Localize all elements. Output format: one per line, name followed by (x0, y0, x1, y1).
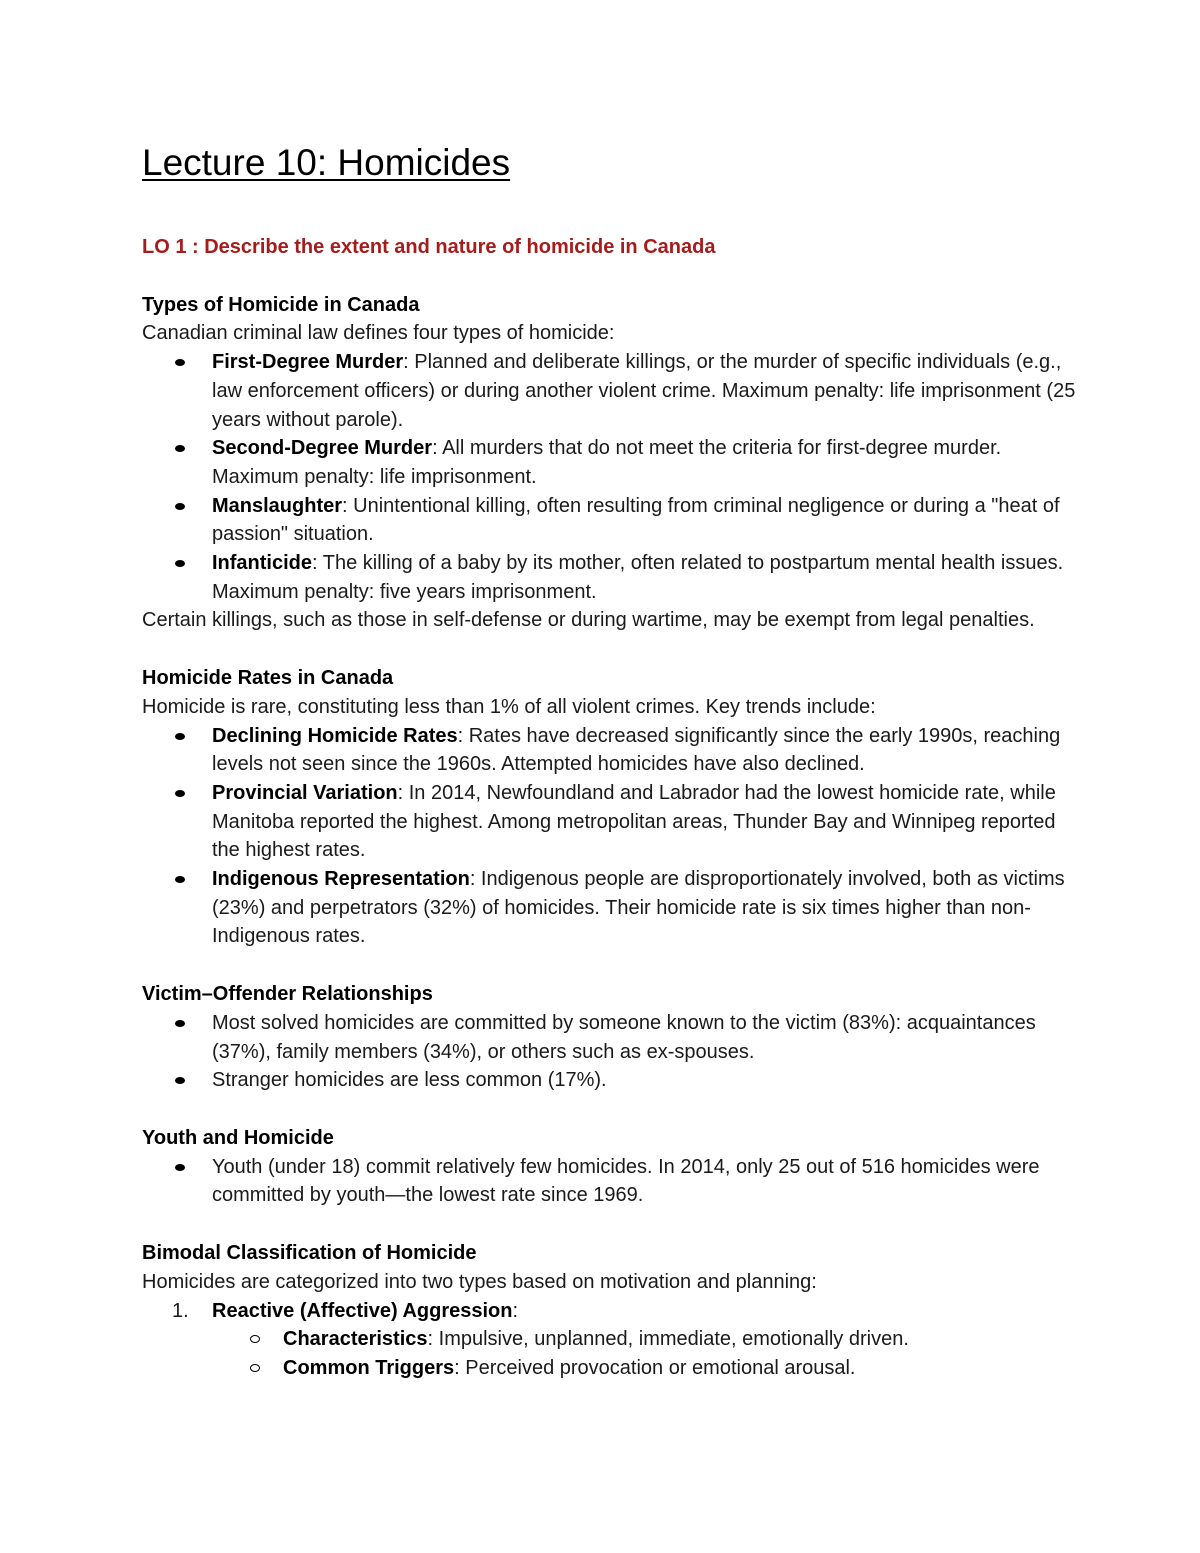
item-term: Common Triggers (283, 1356, 455, 1379)
section-heading: Types of Homicide in Canada (142, 293, 420, 316)
numbered-list (142, 1297, 1080, 1383)
item-text: : Unintentional killing, often resulting from criminal negligence or during a "heat of passion" situation. (212, 494, 1060, 546)
bullet-list (142, 722, 1080, 952)
hollow-bullet-icon (250, 1364, 260, 1372)
item-text: : Impulsive, unplanned, immediate, emotionally driven. (427, 1328, 909, 1351)
item-text: Stranger homicides are less common (17%). (212, 1069, 607, 1092)
section-intro: Homicide is rare, constituting less than 1% of all violent crimes. Key trends include: (142, 695, 876, 718)
item-term: Second-Degree Murder (212, 437, 433, 460)
bullet-icon (175, 445, 185, 452)
item-text: : Planned and deliberate killings, or the murder of specific individuals (e.g., law enforcement officers) or during another violent crime. Maximum penalty: life imprisonment (25 years without parole). (212, 351, 1076, 431)
item-text: : Perceived provocation or emotional arousal. (454, 1356, 856, 1379)
bullet-icon (175, 503, 185, 510)
item-term: First-Degree Murder (212, 351, 404, 374)
bullet-list (142, 348, 1080, 606)
list-item (142, 434, 1080, 491)
rates-section (142, 664, 1080, 951)
bullet-list (142, 1153, 1080, 1210)
types-section (142, 291, 1080, 635)
list-item (142, 1066, 1080, 1095)
list-item (142, 865, 1080, 951)
item-number: 1. (172, 1299, 189, 1322)
list-item (142, 1153, 1080, 1210)
section-heading: Bimodal Classification of Homicide (142, 1242, 477, 1265)
item-text: Youth (under 18) commit relatively few homicides. In 2014, only 25 out of 516 homicides were committed by youth—the lowest rate since 1969. (212, 1155, 1040, 1207)
item-term: Manslaughter (212, 494, 343, 517)
bullet-icon (175, 733, 185, 740)
relationships-section (142, 980, 1080, 1095)
youth-section (142, 1124, 1080, 1210)
list-item (142, 348, 1080, 434)
item-term: Declining Homicide Rates (212, 724, 458, 747)
item-text: : (512, 1299, 519, 1322)
bullet-icon (175, 790, 185, 797)
item-text: : Indigenous people are disproportionately involved, both as victims (23%) and perpetrators (32%) of homicides. Their homicide rate is six times higher than non-Indigenous rates. (212, 868, 1065, 948)
bullet-icon (175, 876, 185, 883)
item-term: Reactive (Affective) Aggression (212, 1299, 513, 1322)
sub-list-item (142, 1325, 1080, 1354)
page-title: Lecture 10: Homicides (142, 142, 511, 183)
bullet-icon (175, 1164, 185, 1171)
list-item (142, 722, 1080, 779)
section-intro: Homicides are categorized into two types based on motivation and planning: (142, 1270, 817, 1293)
section-outro: Certain killings, such as those in self-defense or during wartime, may be exempt from legal penalties. (142, 609, 1035, 632)
hollow-bullet-icon (250, 1335, 260, 1343)
learning-objective: LO 1 : Describe the extent and nature of homicide in Canada (142, 236, 716, 258)
bullet-list (142, 1009, 1080, 1095)
item-text: : The killing of a baby by its mother, often related to postpartum mental health issues. Maximum penalty: five years imprisonment. (212, 552, 1064, 603)
item-term: Provincial Variation (212, 781, 398, 804)
bullet-icon (175, 359, 185, 366)
item-text: Most solved homicides are committed by someone known to the victim (83%): acquaintances (37%), family members (34%), or others such as ex-spouses. (212, 1011, 1036, 1063)
item-term: Characteristics (283, 1328, 428, 1351)
bullet-icon (175, 1020, 185, 1027)
list-item (142, 492, 1080, 549)
list-item (142, 549, 1080, 606)
item-text: : All murders that do not meet the criteria for first-degree murder. Maximum penalty: life imprisonment. (212, 437, 1002, 488)
section-heading: Victim–Offender Relationships (142, 983, 433, 1006)
item-text: : Rates have decreased significantly since the early 1990s, reaching levels not seen since the 1960s. Attempted homicides have also declined. (212, 724, 1061, 776)
list-item (142, 1297, 1080, 1326)
section-heading: Homicide Rates in Canada (142, 667, 394, 690)
section-heading: Youth and Homicide (142, 1126, 334, 1149)
item-term: Infanticide (212, 552, 313, 575)
bullet-icon (175, 560, 185, 567)
section-intro: Canadian criminal law defines four types of homicide: (142, 322, 615, 345)
list-item (142, 779, 1080, 865)
item-term: Indigenous Representation (212, 868, 470, 891)
item-text: : In 2014, Newfoundland and Labrador had the lowest homicide rate, while Manitoba reported the highest. Among metropolitan areas, Thunder Bay and Winnipeg reported the highest rates. (212, 781, 1056, 862)
bullet-icon (175, 1077, 185, 1084)
bimodal-section (142, 1239, 1080, 1383)
list-item (142, 1009, 1080, 1066)
sub-list-item (142, 1354, 1080, 1383)
